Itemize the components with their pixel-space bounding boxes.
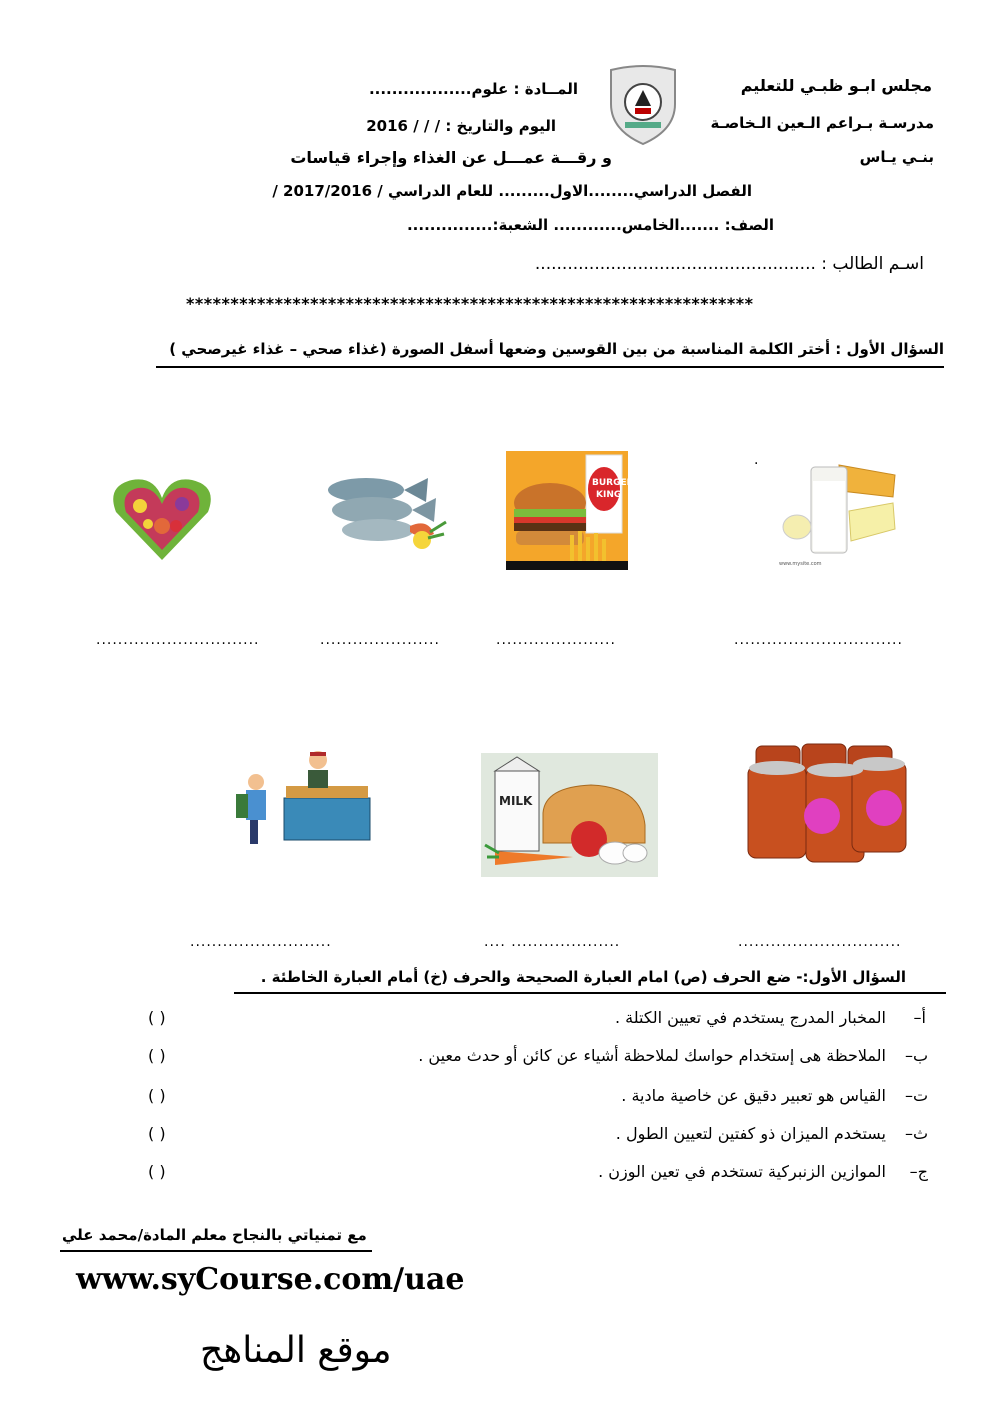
worksheet-title: و رقـــة عمـــل عن الغذاء وإجراء قياسات bbox=[290, 148, 612, 167]
shop-image bbox=[230, 750, 372, 848]
q2-answer-3[interactable]: ( ) bbox=[148, 1086, 166, 1105]
fish-image bbox=[318, 462, 450, 558]
question2-title: السؤال الأول:- ضع الحرف (ص) امام العبارة الصحيحة والحرف (خ) أمام العبارة الخاطئة . bbox=[260, 968, 906, 986]
q2-letter-1: أ– bbox=[913, 1008, 926, 1027]
q2-letter-3: ت– bbox=[904, 1086, 928, 1105]
q2-text-1: المخبار المدرج يستخدم في تعيين الكتلة . bbox=[615, 1008, 886, 1027]
blank-dairy[interactable]: ............................... bbox=[734, 632, 903, 648]
q2-text-5: الموازين الزنبركية تستخدم في تعين الوزن . bbox=[598, 1162, 886, 1181]
wishes-underline bbox=[60, 1250, 372, 1252]
dairy-image bbox=[775, 455, 901, 571]
blank-burger[interactable]: ...................... bbox=[496, 632, 616, 648]
q2-answer-5[interactable]: ( ) bbox=[148, 1162, 166, 1181]
q2-text-2: الملاحظة هى إستخدام حواسك لملاحظة أشياء عن كائن أو حدث معين . bbox=[418, 1046, 886, 1065]
blank-shop[interactable]: .......................... bbox=[190, 934, 332, 950]
q2-letter-4: ث– bbox=[904, 1124, 928, 1143]
heart-image bbox=[110, 476, 214, 562]
site-name: موقع المناهج bbox=[200, 1330, 392, 1371]
grade-label: الصف: .......الخامس............ الشعبة:............... bbox=[406, 216, 774, 234]
question1-title: السؤال الأول : أختر الكلمة المناسبة من بين القوسين وضعها أسفل الصورة (غذاء صحي – غذاء غيرصحي ) bbox=[169, 340, 944, 358]
svg-text:BURGER: BURGER bbox=[592, 478, 634, 488]
question1-underline bbox=[156, 366, 944, 368]
cans-image bbox=[744, 736, 910, 872]
subject-label: المــادة : علوم.................. bbox=[368, 80, 578, 98]
milk-label: MILK bbox=[499, 794, 533, 808]
q2-text-3: القياس هو تعبير دقيق عن خاصية مادية . bbox=[621, 1086, 886, 1105]
blank-cans[interactable]: .............................. bbox=[738, 934, 902, 950]
blank-fish[interactable]: ...................... bbox=[320, 632, 440, 648]
semester-label: الفصل الدراسي........الاول......... للعام الدراسي / 2017/2016 / bbox=[272, 182, 752, 200]
svg-text:KING: KING bbox=[596, 490, 622, 500]
school-name: مدرسـة بـراعم الـعين الـخاصـة bbox=[710, 114, 934, 132]
question2-underline bbox=[234, 992, 946, 994]
blank-healthy-food[interactable]: .... .................... bbox=[484, 934, 621, 950]
q2-text-4: يستخدم الميزان ذو كفتين لتعيين الطول . bbox=[615, 1124, 886, 1143]
school-logo bbox=[605, 64, 681, 146]
area-name: بنـي يـاس bbox=[859, 148, 934, 166]
q2-letter-5: ج– bbox=[909, 1162, 928, 1181]
date-label: اليوم والتاريخ : / / / 2016 bbox=[366, 117, 556, 135]
stray-dot: . bbox=[754, 452, 759, 468]
site-url-link[interactable]: www.syCourse.com/uae bbox=[76, 1262, 465, 1297]
teacher-wishes: مع تمنياتي بالنجاح معلم المادة/محمد علي bbox=[62, 1226, 367, 1244]
dairy-credit: www.mysite.com bbox=[779, 561, 822, 567]
star-separator: **************************************************************** bbox=[186, 294, 754, 313]
q2-answer-4[interactable]: ( ) bbox=[148, 1124, 166, 1143]
healthy-food-image bbox=[481, 753, 658, 877]
q2-answer-2[interactable]: ( ) bbox=[148, 1046, 166, 1065]
burger-image bbox=[506, 451, 634, 570]
council-name: مجلس ابـو ظبـي للتعليم bbox=[740, 76, 932, 95]
blank-heart[interactable]: .............................. bbox=[96, 632, 260, 648]
q2-letter-2: ب– bbox=[904, 1046, 928, 1065]
student-name-field[interactable]: اسـم الطالب : .................................................... bbox=[534, 254, 924, 274]
q2-answer-1[interactable]: ( ) bbox=[148, 1008, 166, 1027]
